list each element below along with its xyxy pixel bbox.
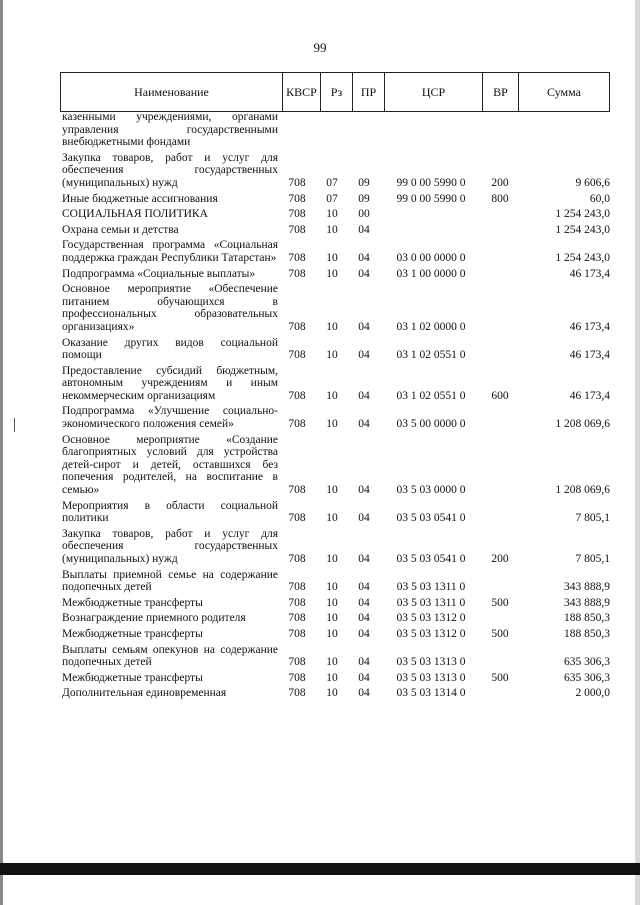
table-row [62, 612, 610, 625]
row-sum: 1 254 243,0 [555, 208, 610, 221]
row-csr: 99 0 00 5990 0 [396, 192, 466, 205]
row-sum: 635 306,3 [564, 671, 610, 684]
table-row [62, 569, 610, 594]
row-name: казенными учреждениями, органами управления государственными внебюджетными фондами [62, 111, 278, 149]
table-row [62, 628, 610, 641]
row-rz: 10 [326, 512, 338, 525]
row-kvsr: 708 [288, 553, 306, 565]
row-name: Межбюджетные трансферты [62, 671, 203, 684]
scan-margin-mark [14, 418, 15, 432]
row-vr: 500 [491, 596, 509, 609]
row-csr: 03 1 00 0000 0 [396, 267, 466, 280]
budget-table-body [62, 111, 610, 703]
table-row [62, 268, 610, 281]
scan-right-edge [635, 0, 640, 905]
row-sum: 1 208 069,6 [555, 484, 610, 497]
row-csr: 03 5 03 1312 0 [396, 612, 466, 625]
row-kvsr: 708 [288, 192, 306, 205]
row-kvsr: 708 [288, 349, 306, 362]
row-name: Предоставление субсидий бюджетным, автономным учреждениям и иным некоммерческим организациям [62, 364, 278, 402]
row-pr: 04 [358, 656, 370, 669]
row-csr: 99 0 00 5990 0 [396, 176, 466, 189]
row-name: Оказание других видов социальной помощи [62, 336, 278, 362]
row-rz: 10 [326, 612, 338, 625]
row-csr: 03 1 02 0551 0 [396, 389, 466, 402]
row-vr: 500 [491, 627, 509, 640]
row-pr: 04 [358, 687, 370, 700]
row-name: Подпрограмма «Улучшение социально-экономического положения семей» [62, 405, 278, 431]
row-vr: 500 [491, 671, 509, 684]
row-vr: 200 [491, 553, 509, 565]
row-kvsr: 708 [288, 671, 306, 684]
row-sum: 46 173,4 [569, 349, 610, 362]
row-kvsr: 708 [288, 418, 306, 431]
row-rz: 10 [326, 553, 338, 565]
row-sum: 343 888,9 [564, 581, 610, 594]
row-sum: 7 805,1 [575, 553, 610, 565]
row-name: Дополнительная единовременная [62, 687, 227, 700]
row-rz: 10 [326, 418, 338, 431]
row-csr: 03 5 03 1312 0 [396, 627, 466, 640]
row-name: Государственная программа «Социальная поддержка граждан Республики Татарстан» [62, 239, 278, 264]
page-number: 99 [313, 40, 327, 55]
row-sum: 1 254 243,0 [555, 223, 610, 236]
row-sum: 46 173,4 [569, 267, 610, 280]
row-kvsr: 708 [288, 687, 306, 700]
row-pr: 09 [358, 176, 370, 189]
row-csr: 03 5 03 1314 0 [396, 687, 466, 700]
row-rz: 10 [326, 656, 338, 669]
row-rz: 10 [326, 349, 338, 362]
row-kvsr: 708 [288, 208, 306, 221]
row-vr: 800 [491, 192, 509, 205]
row-name: Закупка товаров, работ и услуг для обеспечения государственных (муниципальных) нужд [62, 527, 278, 565]
row-csr: 03 5 03 1313 0 [396, 656, 466, 669]
row-pr: 04 [358, 596, 370, 609]
row-kvsr: 708 [288, 389, 306, 402]
row-name: Выплаты семьям опекунов на содержание подопечных детей [62, 643, 278, 669]
row-pr: 04 [358, 320, 370, 333]
row-sum: 188 850,3 [564, 612, 610, 625]
row-pr: 09 [358, 192, 370, 205]
row-rz: 07 [326, 176, 338, 189]
row-pr: 04 [358, 612, 370, 625]
row-rz: 10 [326, 267, 338, 280]
row-name: Закупка товаров, работ и услуг для обеспечения государственных (муниципальных) нужд [62, 151, 278, 189]
row-pr: 04 [358, 251, 370, 264]
row-pr: 04 [358, 418, 370, 431]
table-row [62, 111, 610, 149]
row-csr: 03 5 03 1313 0 [396, 671, 466, 684]
row-sum: 1 208 069,6 [555, 418, 610, 431]
row-pr: 04 [358, 627, 370, 640]
row-csr: 03 1 02 0000 0 [396, 320, 466, 333]
table-row [62, 434, 610, 497]
row-rz: 10 [326, 671, 338, 684]
row-sum: 46 173,4 [569, 389, 610, 402]
table-row [62, 405, 610, 430]
row-kvsr: 708 [288, 512, 306, 525]
row-vr: 600 [491, 389, 509, 402]
row-sum: 343 888,9 [564, 596, 610, 609]
row-rz: 10 [326, 251, 338, 264]
row-csr: 03 5 03 0000 0 [396, 484, 466, 497]
row-name: Охрана семьи и детства [62, 223, 179, 236]
scan-bottom-bar [0, 863, 640, 875]
row-rz: 07 [326, 192, 338, 205]
row-pr: 04 [358, 484, 370, 497]
table-row [62, 500, 610, 525]
row-pr: 04 [358, 553, 370, 565]
row-pr: 04 [358, 349, 370, 362]
row-vr: 200 [491, 176, 509, 189]
row-kvsr: 708 [288, 484, 306, 497]
row-sum: 46 173,4 [569, 320, 610, 333]
row-sum: 188 850,3 [564, 627, 610, 640]
table-row [62, 152, 610, 190]
header-name: Наименование [61, 73, 283, 112]
header-pr: ПР [353, 73, 385, 112]
row-kvsr: 708 [288, 251, 306, 264]
row-sum: 2 000,0 [575, 687, 610, 700]
row-name: Межбюджетные трансферты [62, 596, 203, 609]
row-name: Иные бюджетные ассигнования [62, 192, 218, 205]
row-sum: 635 306,3 [564, 656, 610, 669]
row-csr: 03 5 03 1311 0 [396, 596, 466, 609]
table-row [62, 644, 610, 669]
row-kvsr: 708 [288, 581, 306, 594]
row-kvsr: 708 [288, 656, 306, 669]
row-pr: 04 [358, 512, 370, 525]
row-name: Подпрограмма «Социальные выплаты» [62, 267, 256, 280]
row-rz: 10 [326, 596, 338, 609]
table-row [62, 528, 610, 566]
table-header [60, 72, 610, 112]
row-rz: 10 [326, 484, 338, 497]
row-csr: 03 1 02 0551 0 [396, 349, 466, 362]
row-csr: 03 5 03 0541 0 [396, 553, 466, 565]
table-row [62, 687, 610, 700]
row-name: Мероприятия в области социальной политики [62, 499, 278, 525]
table-row [62, 224, 610, 237]
row-pr: 04 [358, 223, 370, 236]
header-rz: Рз [321, 73, 353, 112]
table-row [62, 597, 610, 610]
table-row [62, 672, 610, 685]
header-sum: Сумма [519, 73, 610, 112]
row-rz: 10 [326, 687, 338, 700]
row-csr: 03 5 03 1311 0 [396, 581, 466, 594]
row-sum: 1 254 243,0 [555, 251, 610, 264]
table-row [62, 283, 610, 333]
table-row [62, 365, 610, 403]
row-rz: 10 [326, 320, 338, 333]
row-kvsr: 708 [288, 596, 306, 609]
row-sum: 7 805,1 [575, 512, 610, 525]
table-row [62, 239, 610, 264]
row-name: Основное мероприятие «Создание благоприятных условий для устройства детей-сирот и детей, оставшихся без попечения родителей, на воспитание в семью» [62, 433, 278, 497]
row-sum: 60,0 [589, 192, 610, 205]
row-csr: 03 5 00 0000 0 [396, 418, 466, 431]
row-kvsr: 708 [288, 612, 306, 625]
row-name: Межбюджетные трансферты [62, 627, 203, 640]
row-sum: 9 606,6 [575, 176, 610, 189]
row-pr: 04 [358, 671, 370, 684]
header-csr: ЦСР [385, 73, 483, 112]
row-name: Основное мероприятие «Обеспечение питанием обучающихся в профессиональных образовательных организациях» [62, 283, 278, 333]
row-name: Выплаты приемной семье на содержание подопечных детей [62, 568, 278, 594]
table-row [62, 193, 610, 206]
row-rz: 10 [326, 581, 338, 594]
row-rz: 10 [326, 208, 338, 221]
row-pr: 04 [358, 581, 370, 594]
row-kvsr: 708 [288, 223, 306, 236]
row-csr: 03 0 00 0000 0 [396, 251, 466, 264]
row-kvsr: 708 [288, 267, 306, 280]
scan-left-edge [0, 0, 3, 905]
table-row [62, 337, 610, 362]
row-name: Вознаграждение приемного родителя [62, 612, 246, 625]
row-pr: 04 [358, 389, 370, 402]
row-rz: 10 [326, 627, 338, 640]
row-name: СОЦИАЛЬНАЯ ПОЛИТИКА [62, 208, 208, 221]
row-kvsr: 708 [288, 176, 306, 189]
header-vr: ВР [483, 73, 519, 112]
row-csr: 03 5 03 0541 0 [396, 512, 466, 525]
table-row [62, 208, 610, 221]
row-rz: 10 [326, 223, 338, 236]
row-kvsr: 708 [288, 320, 306, 333]
row-pr: 04 [358, 267, 370, 280]
row-kvsr: 708 [288, 627, 306, 640]
row-pr: 00 [358, 208, 370, 221]
row-rz: 10 [326, 389, 338, 402]
header-kvsr: КВСР [283, 73, 321, 112]
